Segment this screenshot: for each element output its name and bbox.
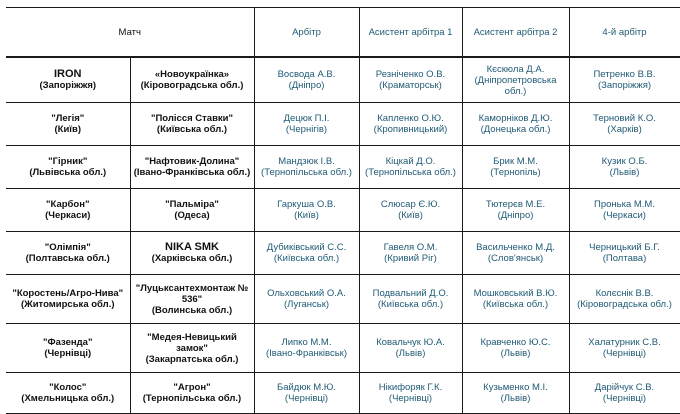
assistant-1-cell: [359, 324, 462, 373]
official-name: Децюк П.І.: [283, 113, 330, 124]
team-region: (Тернопільська обл.): [142, 393, 242, 404]
table-row: [6, 146, 680, 189]
official-name: Резніченко О.В.: [375, 69, 446, 80]
header-referee: Арбітр: [254, 8, 359, 58]
official-city: (Полтава): [602, 253, 647, 264]
official-name: Ольховський О.А.: [267, 288, 346, 299]
official-city: (Чернівці): [388, 393, 433, 404]
official-name: Дарійчук С.В.: [594, 382, 655, 393]
official-city: (Запоріжжя): [597, 80, 652, 91]
fourth-official-cell: [569, 57, 680, 103]
away-team: [130, 275, 254, 324]
away-team: [130, 189, 254, 232]
official-name: Кіцкай Д.О.: [385, 156, 436, 167]
official-name: Кузьменко М.І.: [483, 382, 548, 393]
header-assistant-1: Асистент арбітра 1: [359, 8, 462, 58]
official-city: (Львів): [395, 348, 426, 359]
official-name: Байдюк М.Ю.: [276, 382, 337, 393]
referee-cell: [254, 146, 359, 189]
official-city: (Черкаси): [603, 210, 646, 221]
official-name: Гавеля О.М.: [383, 242, 438, 253]
team-name: "Карбон": [46, 199, 90, 210]
team-name: "Фазенда": [43, 337, 93, 348]
official-city: (Дніпро): [497, 210, 534, 221]
official-city: (Тернопіль): [490, 167, 541, 178]
referee-cell: [254, 232, 359, 275]
official-city: (Львів): [500, 393, 531, 404]
fourth-official-cell: [569, 324, 680, 373]
assistant-1-cell: [359, 103, 462, 146]
team-name: "Колос": [49, 382, 87, 393]
table-row: [6, 324, 680, 373]
home-team: [6, 232, 130, 275]
official-name: Колєснік В.В.: [595, 288, 654, 299]
official-city: (Слов'янськ): [487, 253, 544, 264]
home-team: [6, 57, 130, 103]
referee-cell: [254, 324, 359, 373]
team-region: (Запоріжжя): [39, 80, 97, 91]
team-name: "Агрон": [173, 382, 211, 393]
team-name: "Полісся Ставки": [150, 113, 234, 124]
assistant-2-cell: [462, 189, 569, 232]
team-region: (Житомирська обл.): [20, 299, 115, 310]
team-name: "Гірник": [48, 156, 88, 167]
assistant-1-cell: [359, 275, 462, 324]
official-name: Васильченко М.Д.: [476, 242, 555, 253]
assistant-1-cell: [359, 57, 462, 103]
fourth-official-cell: [569, 275, 680, 324]
official-name: Дубиківський С.С.: [266, 242, 347, 253]
away-team: [130, 146, 254, 189]
official-city: (Кропивницький): [373, 124, 448, 135]
away-team: [130, 232, 254, 275]
team-region: (Івано-Франківська обл.): [133, 167, 251, 178]
official-name: Халатурник С.В.: [588, 337, 661, 348]
team-region: (Черкаси): [45, 210, 91, 221]
official-city: (Кривий Ріг): [384, 253, 437, 264]
assistant-1-cell: [359, 232, 462, 275]
table-row: [6, 373, 680, 414]
away-team: [130, 324, 254, 373]
official-name: Мандзюк І.В.: [278, 156, 335, 167]
official-city: (Чернівці): [284, 393, 329, 404]
official-city: (Кіровоградська обл.): [577, 299, 672, 310]
referee-cell: [254, 103, 359, 146]
fourth-official-cell: [569, 189, 680, 232]
home-team: [6, 275, 130, 324]
official-name: Кузик О.Б.: [601, 156, 648, 167]
official-city: (Чернівці): [602, 393, 647, 404]
assistant-1-cell: [359, 373, 462, 414]
official-name: Черницький Б.Г.: [589, 242, 660, 253]
team-region: (Закарпатська обл.): [145, 353, 239, 365]
official-name: Мошковський В.Ю.: [473, 288, 558, 299]
referee-cell: [254, 275, 359, 324]
referee-cell: [254, 373, 359, 414]
official-name: Каморніков Д.Ю.: [478, 113, 553, 124]
official-city: (Харків): [607, 124, 642, 135]
header-assistant-2: Асистент арбітра 2: [462, 8, 569, 58]
team-name: "Пальміра": [165, 199, 219, 210]
assistant-1-cell: [359, 189, 462, 232]
team-name: IRON: [54, 68, 82, 80]
header-fourth-official: 4-й арбітр: [569, 8, 680, 58]
home-team: [6, 103, 130, 146]
table-row: [6, 275, 680, 324]
referee-cell: [254, 189, 359, 232]
team-region: (Кіровоградська обл.): [140, 80, 244, 91]
official-city: (Краматорськ): [379, 80, 442, 91]
table-header-row: [6, 8, 680, 58]
home-team: [6, 189, 130, 232]
assistant-1-cell: [359, 146, 462, 189]
team-region: (Волинська обл.): [151, 304, 233, 316]
team-name: "Коростень/Агро-Нива": [12, 288, 124, 299]
official-name: Ковальчук Ю.А.: [376, 337, 445, 348]
official-name: Гаркуша О.В.: [277, 199, 336, 210]
official-name: Капленко О.Ю.: [377, 113, 444, 124]
official-name: Восвода А.В.: [277, 69, 336, 80]
away-team: [130, 57, 254, 103]
official-name: Терновий К.О.: [593, 113, 656, 124]
official-city: (Луганськ): [283, 299, 330, 310]
fourth-official-cell: [569, 146, 680, 189]
team-name: "Луцьксантехмонтаж № 536": [135, 282, 249, 305]
home-team: [6, 373, 130, 414]
assistant-2-cell: [462, 57, 569, 103]
fourth-official-cell: [569, 232, 680, 275]
official-city: (Львів): [500, 348, 531, 359]
official-name: Петренко В.В.: [593, 69, 656, 80]
official-city: (Дніпропетровська обл.): [474, 74, 557, 97]
home-team: [6, 146, 130, 189]
table-row: [6, 232, 680, 275]
assistant-2-cell: [462, 275, 569, 324]
official-city: (Київська обл.): [482, 299, 549, 310]
assistant-2-cell: [462, 103, 569, 146]
official-name: Слюсар Є.Ю.: [380, 199, 441, 210]
team-name: NIKA SMK: [165, 241, 219, 253]
team-region: (Полтавська обл.): [25, 253, 110, 264]
team-name: "Медея-Невицький замок": [147, 331, 237, 354]
away-team: [130, 373, 254, 414]
team-name: "Легія": [51, 113, 85, 124]
official-name: Тютерєв М.Е.: [485, 199, 546, 210]
official-name: Липко М.М.: [281, 337, 332, 348]
table-row: [6, 57, 680, 103]
team-region: (Чернівці): [44, 348, 92, 359]
assistant-2-cell: [462, 324, 569, 373]
team-region: (Київ): [54, 124, 81, 135]
team-name: "Нафтовик-Долина": [144, 156, 240, 167]
team-name: «Новоукраїнка»: [154, 69, 230, 80]
table-row: [6, 189, 680, 232]
official-city: (Донецька обл.): [480, 124, 551, 135]
official-name: Брик М.М.: [493, 156, 538, 167]
official-name: Пронька М.М.: [594, 199, 655, 210]
assistant-2-cell: [462, 232, 569, 275]
team-region: (Хмельницька обл.): [21, 393, 115, 404]
official-city: (Львів): [609, 167, 640, 178]
official-city: (Дніпро): [288, 80, 325, 91]
official-city: (Чернігів): [285, 124, 328, 135]
official-name: Подвальний Д.О.: [372, 288, 449, 299]
fourth-official-cell: [569, 103, 680, 146]
header-match: Матч: [6, 8, 254, 58]
referee-assignments-table: [6, 7, 680, 414]
fourth-official-cell: [569, 373, 680, 414]
home-team: [6, 324, 130, 373]
official-city: (Київська обл.): [377, 299, 444, 310]
team-region: (Одеса): [174, 210, 210, 221]
official-name: Кравченко Ю.С.: [480, 337, 551, 348]
official-city: (Чернівці): [602, 348, 647, 359]
referee-cell: [254, 57, 359, 103]
table-row: [6, 103, 680, 146]
official-city: (Київ): [398, 210, 423, 221]
team-region: (Харківська обл.): [151, 253, 233, 264]
team-region: (Київська обл.): [156, 124, 228, 135]
official-city: (Івано-Франківськ): [266, 348, 347, 359]
official-city: (Тернопільська обл.): [365, 167, 456, 178]
assistant-2-cell: [462, 146, 569, 189]
assistant-2-cell: [462, 373, 569, 414]
official-name: Кєскюла Д.А.: [486, 63, 545, 75]
official-city: (Київська обл.): [273, 253, 340, 264]
official-city: (Київ): [294, 210, 319, 221]
official-city: (Тернопільська обл.): [261, 167, 352, 178]
away-team: [130, 103, 254, 146]
official-name: Нікифоряк Г.К.: [378, 382, 443, 393]
team-name: "Олімпія": [44, 242, 91, 253]
team-region: (Львівська обл.): [29, 167, 107, 178]
